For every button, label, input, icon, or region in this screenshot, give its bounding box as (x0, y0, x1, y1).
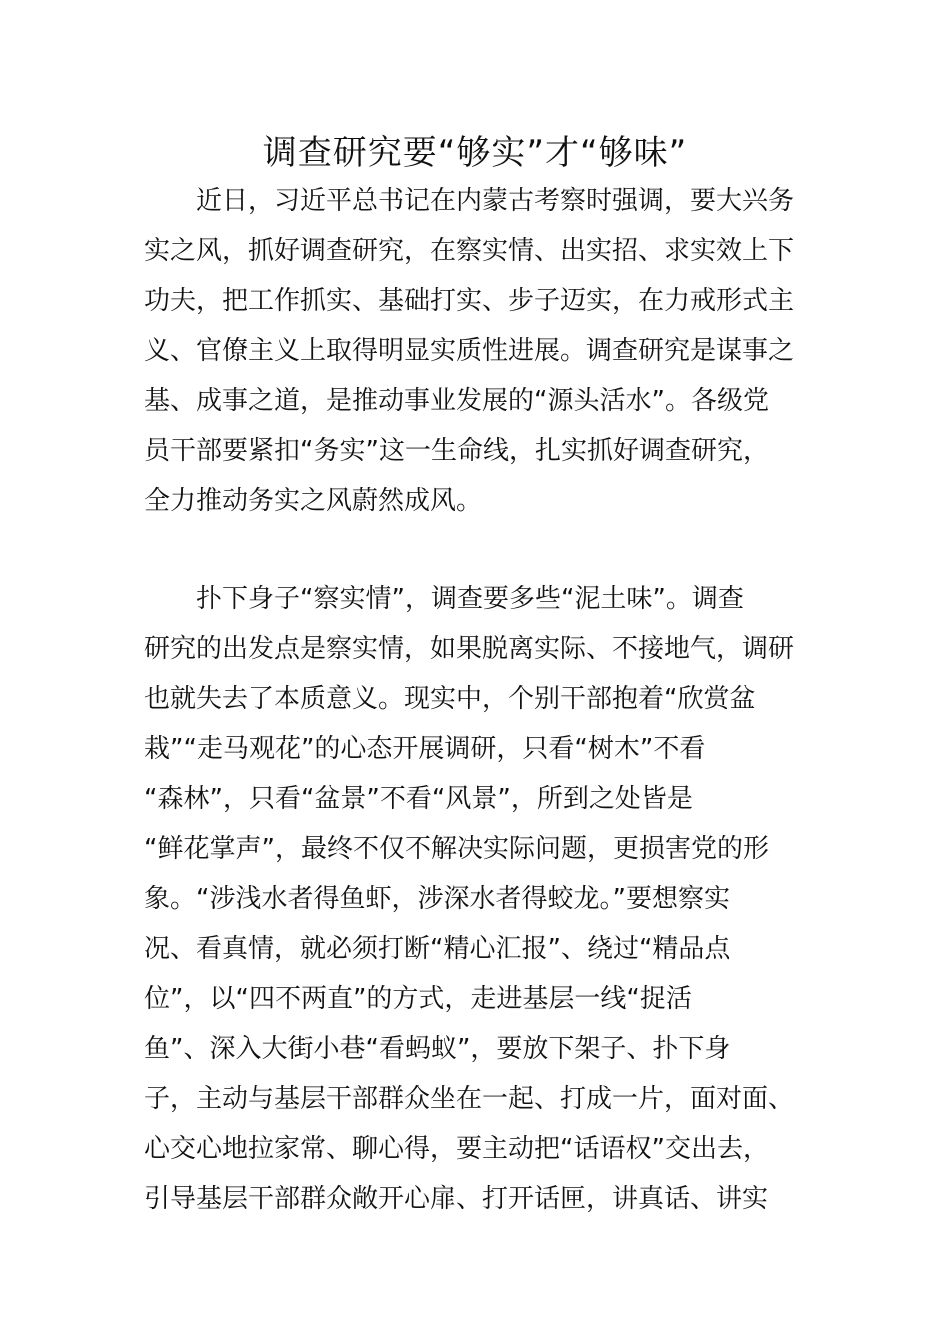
paragraph-2-line: 况、看真情，就必须打断“精心汇报”、绕过“精品点 (144, 934, 731, 964)
paragraph-2-line: 引导基层干部群众敞开心扉、打开话匣，讲真话、讲实 (144, 1184, 769, 1214)
paragraph-2-line: 栽”“走马观花”的心态开展调研，只看“树木”不看 (144, 734, 706, 764)
paragraph-2-line: 子，主动与基层干部群众坐在一起、打成一片，面对面、 (144, 1084, 795, 1114)
paragraph-2-line: 象。“涉浅水者得鱼虾，涉深水者得蛟龙。”要想察实 (144, 884, 730, 914)
paragraph-2-line: 也就失去了本质意义。现实中，个别干部抱着“欣赏盆 (144, 684, 756, 714)
paragraph-2-line: 心交心地拉家常、聊心得，要主动把“话语权”交出去， (144, 1134, 769, 1164)
paragraph-1-line: 近日，习近平总书记在内蒙古考察时强调，要大兴务 (196, 186, 795, 216)
paragraph-2-line: 位”，以“四不两直”的方式，走进基层一线“捉活 (144, 984, 692, 1014)
paragraph-1-line: 员干部要紧扣“务实”这一生命线，扎实抓好调查研究， (144, 436, 769, 466)
paragraph-1-line: 实之风，抓好调查研究，在察实情、出实招、求实效上下 (144, 236, 795, 266)
paragraph-2-line: 鱼”、深入大街小巷“看蚂蚁”，要放下架子、扑下身 (144, 1034, 731, 1064)
paragraph-1-line: 基、成事之道，是推动事业发展的“源头活水”。各级党 (144, 386, 769, 416)
paragraph-1-line: 全力推动务实之风蔚然成风。 (144, 486, 483, 516)
paragraph-1-line: 义、官僚主义上取得明显实质性进展。调查研究是谋事之 (144, 336, 795, 366)
paragraph-1-line: 功夫，把工作抓实、基础打实、步子迈实，在力戒形式主 (144, 286, 795, 316)
paragraph-2-line: 扑下身子“察实情”，调查要多些“泥土味”。调查 (196, 584, 744, 614)
document-title: 调查研究要“够实”才“够味” (262, 133, 688, 173)
paragraph-2-line: “鲜花掌声”，最终不仅不解决实际问题，更损害党的形 (144, 834, 769, 864)
paragraph-2-line: 研究的出发点是察实情，如果脱离实际、不接地气，调研 (144, 634, 795, 664)
paragraph-2-line: “森林”，只看“盆景”不看“风景”，所到之处皆是 (144, 784, 693, 814)
